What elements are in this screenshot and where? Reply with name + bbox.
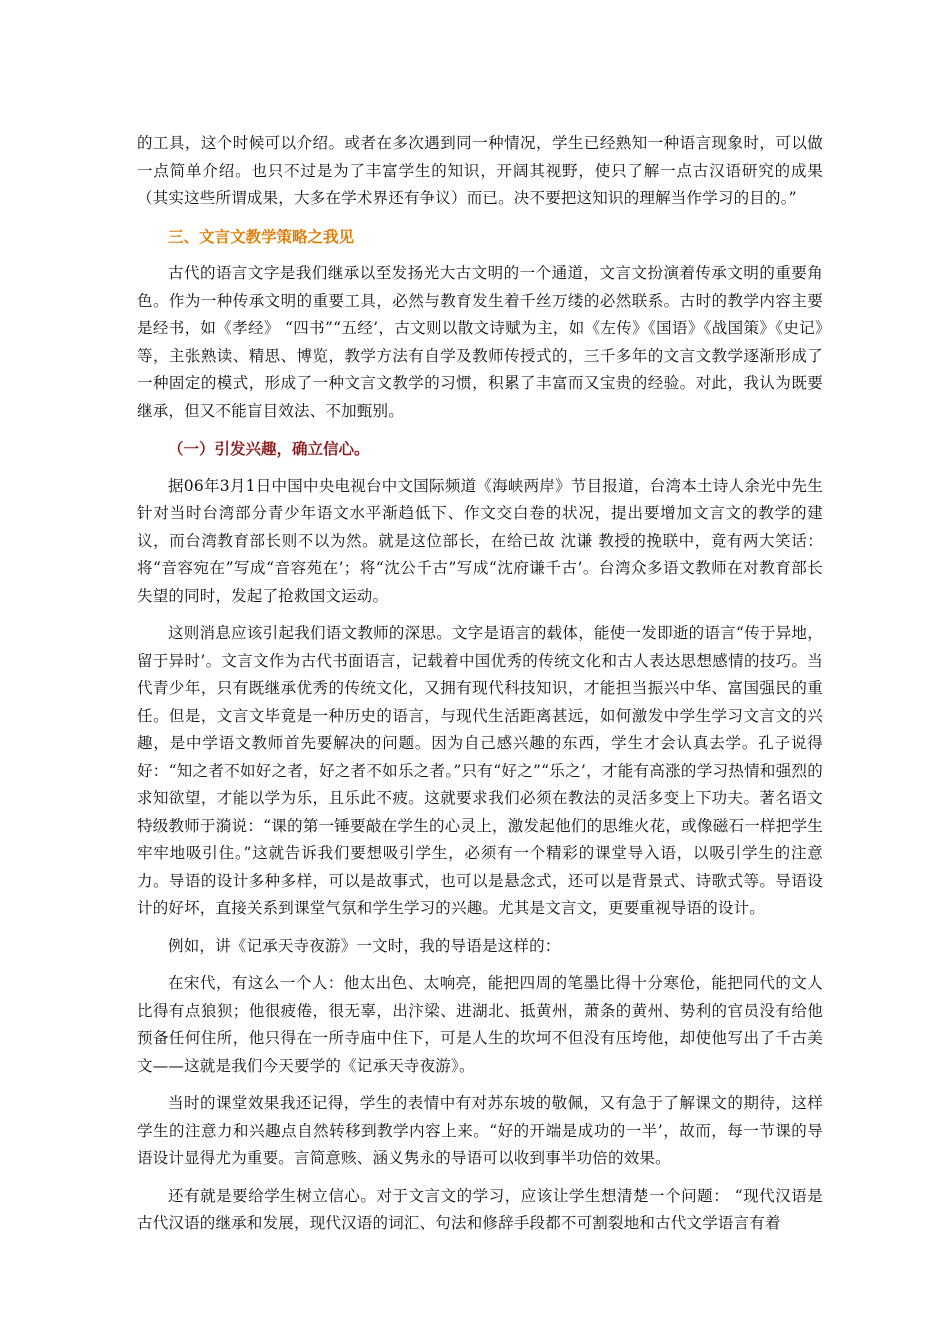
body-paragraph: 古代的语言文字是我们继承以至发扬光大古文明的一个通道，文言文扮演着传承文明的重要角色。作为一种传承文明的重要工具，必然与教育发生着千丝万缕的必然联系。古时的教学内容主要是经书，如《孝经》 “四书”“五经’，古文则以散文诗赋为主，如《左传》《国语》《战国策》《史记》等，主张熟读、精思、博览，教学方法有自学及教师传授式的，三千多年的文言文教学逐渐形成了一种固定的模式，形成了一种文言文教学的习惯，积累了丰富而又宝贵的经验。对此，我认为既要继承，但又不能盲目效法、不加甄别。 <box>137 264 823 420</box>
section-heading: 三、文言文教学策略之我见 <box>168 226 355 246</box>
document-page <box>137 130 823 1238</box>
body-paragraph: 在宋代，有这么一个人：他太出色、太响亮，能把四周的笔墨比得十分寒伧，能把同代的文人比得有点狼狈；他很疲倦，很无辜，出汴梁、进湖北、抵黄州，萧条的黄州、势利的官员没有给他预备任何住所，他只得在一所寺庙中住下，可是人生的坎坷不但没有压垮他，却使他写出了千古美文——这就是我们今天要学的《记承天寺夜游》。 <box>137 974 823 1075</box>
body-paragraph: 这则消息应该引起我们语文教师的深思。文字是语言的载体，能使一发即逝的语言“传于异地，留于异时’。文言文作为古代书面语言，记载着中国优秀的传统文化和古人表达思想感情的技巧。当代青少年，只有既继承优秀的传统文化，又拥有现代科技知识，才能担当振兴中华、富国强民的重任。但是，文言文毕竟是一种历史的语言，与现代生活距离甚远，如何激发中学生学习文言文的兴趣，是中学语文教师首先要解决的问题。因为自己感兴趣的东西，学生才会认真去学。孔子说得好：“知之者不如好之者，好之者不如乐之者。”只有“好之”“乐之’，才能有高涨的学习热情和强烈的求知欲望，才能以学为乐，且乐此不疲。这就要求我们必须在教法的灵活多变上下功夫。著名语文特级教师于漪说：“课的第一锤要敲在学生的心灵上，激发起他们的思维火花，或像磁石一样把学生牢牢地吸引住。”这就告诉我们要想吸引学生，必须有一个精彩的课堂导入语，以吸引学生的注意力。导语的设计多种多样，可以是故事式，也可以是悬念式，还可以是背景式、诗歌式等。导语设计的好坏，直接关系到课堂气氛和学生学习的兴趣。尤其是文言文，更要重视导语的设计。 <box>137 624 823 917</box>
body-paragraph: 例如，讲《记承天寺夜游》一文时，我的导语是这样的： <box>168 936 561 955</box>
body-paragraph: 据06年3月1日中国中央电视台中文国际频道《海峡两岸》节目报道，台湾本土诗人余光中先生针对当时台湾部分青少年语文水平渐趋低下、作文交白卷的状况，提出要增加文言文的教学的建议，而台湾教育部长则不以为然。就是这位部长，在给已故 沈谦 教授的挽联中，竟有两大笑话：将“音容宛在”写成“音容苑在’；将“沈公千古”写成“沈府谦千古’。台湾众多语文教师在对教育部长失望的同时，发起了抢救国文运动。 <box>137 476 823 605</box>
body-paragraph: 当时的课堂效果我还记得，学生的表情中有对苏东坡的敬佩，又有急于了解课文的期待，这样学生的注意力和兴趣点自然转移到教学内容上来。“好的开端是成功的一半’，故而，每一节课的导语设计显得尤为重要。言简意赅、涵义隽永的导语可以收到事半功倍的效果。 <box>137 1094 823 1167</box>
body-paragraph: 的工具，这个时候可以介绍。或者在多次遇到同一种情况，学生已经熟知一种语言现象时，可以做一点简单介绍。也只不过是为了丰富学生的知识，开阔其视野，使只了解一点古汉语研究的成果（其实这些所谓成果，大多在学术界还有争议）而已。决不要把这知识的理解当作学习的目的。” <box>137 134 823 207</box>
subsection-heading: （一）引发兴趣，确立信心。 <box>168 439 370 458</box>
body-paragraph: 还有就是要给学生树立信心。对于文言文的学习，应该让学生想清楚一个问题： “现代汉语是古代汉语的继承和发展，现代汉语的词汇、句法和修辞手段都不可割裂地和古代文学语言有着 <box>137 1186 823 1232</box>
